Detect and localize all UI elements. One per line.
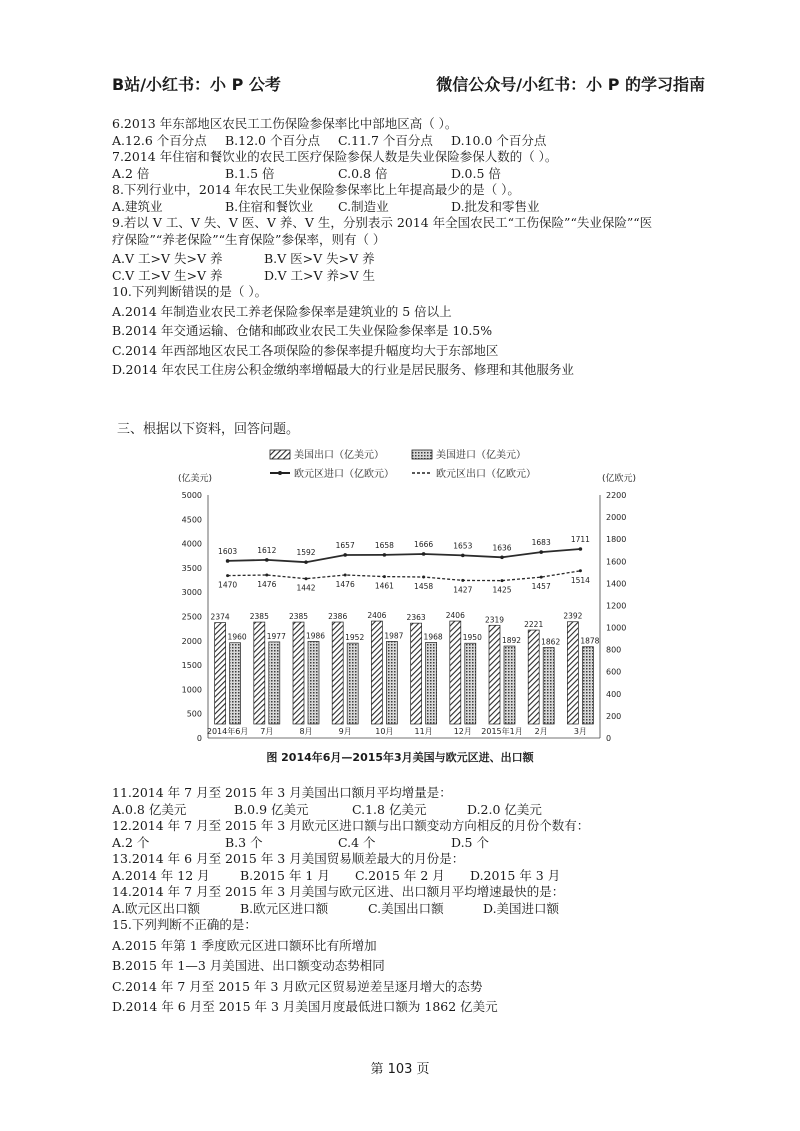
option: C.0.8 倍 (338, 165, 388, 181)
question-15: 15.下列判断不正确的是： (112, 917, 257, 932)
bar-us-export (371, 621, 382, 724)
legend-swatch-us-export (270, 450, 290, 459)
data-label-eu-import: 1683 (531, 538, 551, 548)
point-eu-export (422, 575, 425, 578)
option: B.1.5 倍 (225, 165, 275, 181)
data-label-us-export: 2406 (445, 611, 465, 621)
question-10-c: C.2014 年西部地区农民工各项保险的参保率提升幅度均大于东部地区 (112, 342, 499, 358)
x-tick-label: 3月 (573, 727, 587, 736)
question-9-options-row1 (112, 251, 712, 268)
data-label-us-import: 1878 (580, 636, 600, 646)
bar-us-import (582, 647, 593, 724)
question-11: 11.2014 年 7 月至 2015 年 3 月美国出口额月平均增量是： (112, 785, 452, 800)
option: A.12.6 个百分点 (112, 132, 207, 148)
option: D.2015 年 3 月 (470, 867, 561, 883)
point-eu-export (383, 575, 386, 578)
question-14: 14.2014 年 7 月至 2015 年 3 月美国与欧元区进、出口额月平均增速最快的是： (112, 884, 565, 899)
data-label-us-import: 1862 (541, 637, 561, 647)
option: A.2 个 (112, 834, 150, 850)
x-tick-label: 9月 (338, 727, 352, 736)
y-tick-left: 5000 (181, 491, 202, 500)
data-label-us-export: 2392 (563, 611, 583, 621)
y-tick-left: 4000 (181, 539, 202, 549)
data-label-eu-import: 1658 (374, 540, 394, 550)
point-eu-import (383, 553, 387, 557)
option: D.5 个 (451, 834, 489, 850)
data-label-us-import: 1892 (501, 636, 522, 646)
bar-us-import (269, 642, 280, 724)
data-label-eu-export: 1458 (414, 581, 434, 591)
option: C.1.8 亿美元 (352, 801, 427, 817)
x-tick-label: 2015年1月 (481, 727, 523, 736)
bar-us-import (386, 641, 397, 724)
option: D.2.0 亿美元 (467, 801, 542, 817)
y-tick-left: 1000 (181, 685, 202, 695)
page-header (112, 72, 705, 98)
legend-label-eu-import: 欧元区进口（亿欧元） (294, 469, 394, 480)
data-label-us-import: 1968 (423, 632, 443, 642)
legend-swatch-us-import (412, 450, 432, 459)
data-label-eu-import: 1711 (570, 535, 590, 545)
question-10: 10.下列判断错误的是（ ）。 (112, 284, 268, 299)
bar-us-export (489, 625, 500, 724)
y-axis-left-unit: (亿美元) (178, 474, 213, 484)
question-6: 6.2013 年东部地区农民工工伤保险参保率比中部地区高（ ）。 (112, 116, 458, 131)
y-tick-left: 3000 (181, 588, 202, 598)
y-tick-right: 1800 (606, 535, 627, 545)
point-eu-import (500, 555, 504, 559)
bar-us-import (308, 641, 319, 724)
option: B.12.0 个百分点 (225, 132, 320, 148)
option: A.V 工>V 失>V 养 (112, 251, 223, 266)
chart-lines (226, 547, 582, 582)
bar-us-export (411, 623, 422, 724)
question-13: 13.2014 年 6 月至 2015 年 3 月美国贸易顺差最大的月份是： (112, 851, 465, 866)
data-label-us-import: 1977 (266, 631, 286, 641)
point-eu-import (422, 552, 426, 556)
bar-us-export (254, 622, 265, 724)
question-12: 12.2014 年 7 月至 2015 年 3 月欧元区进口额与出口额变动方向相反的月份个数有： (112, 818, 590, 833)
point-eu-import (579, 547, 583, 551)
point-eu-import (343, 553, 347, 557)
option: A.2014 年 12 月 (112, 867, 210, 883)
option: C.V 工>V 生>V 养 (112, 267, 223, 283)
option: B.V 医>V 失>V 养 (264, 251, 375, 266)
point-eu-export (226, 574, 229, 577)
point-eu-import (539, 550, 543, 554)
y-tick-left: 2500 (181, 612, 202, 622)
chart-legend (270, 448, 536, 480)
option: B.0.9 亿美元 (234, 801, 309, 817)
data-label-eu-import: 1636 (492, 543, 512, 553)
point-eu-export (305, 577, 308, 580)
option: C.2015 年 2 月 (355, 867, 445, 883)
bar-us-import (543, 648, 554, 724)
data-label-us-export: 2385 (288, 612, 309, 622)
question-15-c: C.2014 年 7 月至 2015 年 3 月欧元区贸易逆差呈逐月增大的态势 (112, 978, 483, 994)
bar-us-export (215, 623, 226, 724)
option: C.11.7 个百分点 (338, 132, 433, 148)
x-tick-label: 7月 (260, 727, 274, 736)
y-tick-right: 800 (606, 645, 622, 655)
y-axis-right-unit: (亿欧元) (602, 474, 637, 484)
point-eu-export (540, 576, 543, 579)
data-label-eu-import: 1592 (296, 548, 316, 558)
bar-us-export (293, 622, 304, 724)
y-tick-right: 400 (606, 689, 622, 699)
data-label-us-import: 1987 (384, 631, 404, 641)
bar-us-export (528, 630, 539, 724)
x-tick-label: 2月 (534, 727, 548, 736)
question-9-line2: 疗保险”“养老保险”“生育保险”参保率，则有（ ） (112, 231, 386, 247)
bar-us-import (465, 643, 476, 724)
question-15-d: D.2014 年 6 月至 2015 年 3 月美国月度最低进口额为 1862 亿美元 (112, 999, 498, 1014)
point-eu-import (265, 558, 269, 562)
y-tick-right: 1000 (606, 623, 627, 633)
question-11-options (112, 802, 712, 819)
bar-us-import (504, 646, 515, 724)
option: B.住宿和餐饮业 (225, 198, 314, 214)
question-10-d: D.2014 年农民工住房公积金缴纳率增幅最大的行业是居民服务、修理和其他服务业 (112, 362, 574, 377)
header-right-text: 微信公众号/小红书：小 P 的学习指南 (436, 75, 705, 94)
option: A.2 倍 (112, 165, 150, 181)
data-label-eu-import: 1657 (335, 540, 355, 550)
y-tick-right: 2000 (606, 513, 627, 523)
question-6-options (112, 133, 712, 150)
data-label-eu-import: 1603 (218, 546, 238, 556)
legend-marker-eu-import (278, 471, 282, 475)
bar-us-export (450, 621, 461, 724)
option: A.欧元区出口额 (112, 900, 201, 916)
bar-us-export (567, 622, 578, 724)
point-eu-export (265, 573, 268, 576)
header-left-text: B站/小红书：小 P 公考 (112, 75, 281, 94)
question-8-options (112, 199, 712, 216)
x-tick-label: 12月 (453, 727, 472, 736)
y-tick-left: 2000 (181, 636, 202, 646)
data-label-us-import: 1950 (462, 633, 482, 643)
option: D.10.0 个百分点 (451, 132, 547, 148)
option: B.欧元区进口额 (240, 900, 329, 916)
point-eu-import (226, 559, 230, 563)
x-tick-label: 11月 (414, 727, 433, 736)
y-tick-right: 1200 (606, 601, 627, 611)
option: D.V 工>V 养>V 生 (264, 267, 375, 283)
point-eu-export (579, 569, 582, 572)
question-9-options-row2 (112, 268, 712, 285)
question-15-b: B.2015 年 1—3 月美国进、出口额变动态势相同 (112, 958, 385, 973)
legend-label-us-export: 美国出口（亿美元） (294, 450, 384, 461)
question-7: 7.2014 年住宿和餐饮业的农民工医疗保险参保人数是失业保险参保人数的（ ）。 (112, 149, 558, 164)
point-eu-export (344, 573, 347, 576)
data-label-us-export: 2319 (484, 615, 505, 625)
data-label-eu-import: 1653 (453, 541, 473, 551)
line-eu-export (228, 571, 581, 581)
bar-us-import (426, 642, 437, 724)
data-label-eu-export: 1476 (335, 579, 355, 589)
x-tick-label: 2014年6月 (206, 727, 249, 736)
bar-us-import (347, 643, 358, 724)
data-label-us-export: 2221 (524, 620, 544, 630)
data-label-us-export: 2363 (406, 613, 426, 623)
bar-us-export (332, 622, 343, 724)
option: A.建筑业 (112, 198, 163, 214)
data-label-eu-export: 1514 (570, 575, 590, 585)
option: C.制造业 (338, 198, 389, 214)
point-eu-export (501, 579, 504, 582)
option: C.4 个 (338, 834, 376, 850)
data-label-us-import: 1986 (305, 631, 326, 641)
data-label-eu-export: 1457 (531, 582, 551, 592)
question-9-line1: 9.若以 V 工、V 失、V 医、V 养、V 生，分别表示 2014 年全国农民工“工伤保险”“失业保险”“医 (112, 215, 653, 230)
option: D.0.5 倍 (451, 165, 501, 181)
questions-6-10 (112, 116, 712, 379)
data-label-eu-import: 1612 (257, 545, 277, 555)
data-label-eu-export: 1442 (296, 583, 316, 593)
page-number: 第 103 页 (370, 1062, 430, 1077)
y-tick-left: 0 (196, 734, 202, 743)
y-tick-right: 1600 (606, 557, 627, 567)
question-13-options (112, 868, 712, 885)
point-eu-export (461, 579, 464, 582)
question-14-options (112, 901, 712, 918)
option: A.0.8 亿美元 (112, 801, 187, 817)
option: B.2015 年 1 月 (240, 867, 330, 883)
y-tick-right: 1400 (606, 579, 627, 589)
y-tick-right: 2200 (606, 491, 627, 500)
option: C.美国出口额 (368, 900, 444, 916)
x-tick-label: 8月 (299, 727, 313, 736)
legend-label-us-import: 美国进口（亿美元） (436, 450, 526, 461)
data-label-eu-export: 1461 (374, 581, 394, 591)
data-label-us-import: 1952 (345, 633, 365, 643)
question-10-a: A.2014 年制造业农民工养老保险参保率是建筑业的 5 倍以上 (112, 303, 452, 319)
data-label-us-export: 2386 (328, 612, 348, 622)
data-label-us-export: 2374 (210, 612, 230, 622)
data-label-eu-import: 1666 (414, 539, 434, 549)
question-12-options (112, 835, 712, 852)
y-tick-right: 200 (606, 711, 622, 721)
option: D.美国进口额 (483, 900, 560, 916)
data-label-eu-export: 1427 (453, 585, 473, 595)
chart-svg (160, 440, 637, 750)
point-eu-import (461, 554, 465, 558)
y-tick-left: 1500 (181, 661, 202, 671)
question-8: 8.下列行业中，2014 年农民工失业保险参保率比上年提高最少的是（ ）。 (112, 182, 520, 197)
section-title: 三、根据以下资料，回答问题。 (117, 422, 300, 437)
chart-figure (160, 440, 637, 770)
questions-11-15 (112, 785, 712, 1016)
legend-label-eu-export: 欧元区出口（亿欧元） (436, 469, 536, 480)
y-tick-left: 3500 (181, 563, 202, 573)
question-10-b: B.2014 年交通运输、仓储和邮政业农民工失业保险参保率是 10.5% (112, 323, 493, 338)
y-tick-left: 4500 (181, 515, 202, 525)
question-15-a: A.2015 年第 1 季度欧元区进口额环比有所增加 (112, 937, 377, 953)
y-tick-right: 0 (606, 734, 612, 743)
data-label-eu-export: 1425 (492, 585, 512, 595)
x-tick-label: 10月 (375, 727, 394, 736)
data-label-us-export: 2385 (249, 612, 269, 622)
data-label-eu-export: 1476 (257, 579, 277, 589)
point-eu-import (304, 560, 308, 564)
y-tick-left: 500 (186, 709, 202, 719)
y-tick-right: 600 (606, 667, 622, 677)
option: D.批发和零售业 (451, 198, 540, 214)
option: B.3 个 (225, 834, 263, 850)
data-label-us-import: 1960 (227, 632, 247, 642)
line-eu-import (228, 549, 581, 562)
question-7-options (112, 166, 712, 183)
bar-us-import (230, 643, 241, 724)
data-label-us-export: 2406 (367, 611, 387, 621)
data-label-eu-export: 1470 (218, 580, 238, 590)
chart-caption: 图 2014年6月—2015年3月美国与欧元区进、出口额 (266, 751, 534, 764)
